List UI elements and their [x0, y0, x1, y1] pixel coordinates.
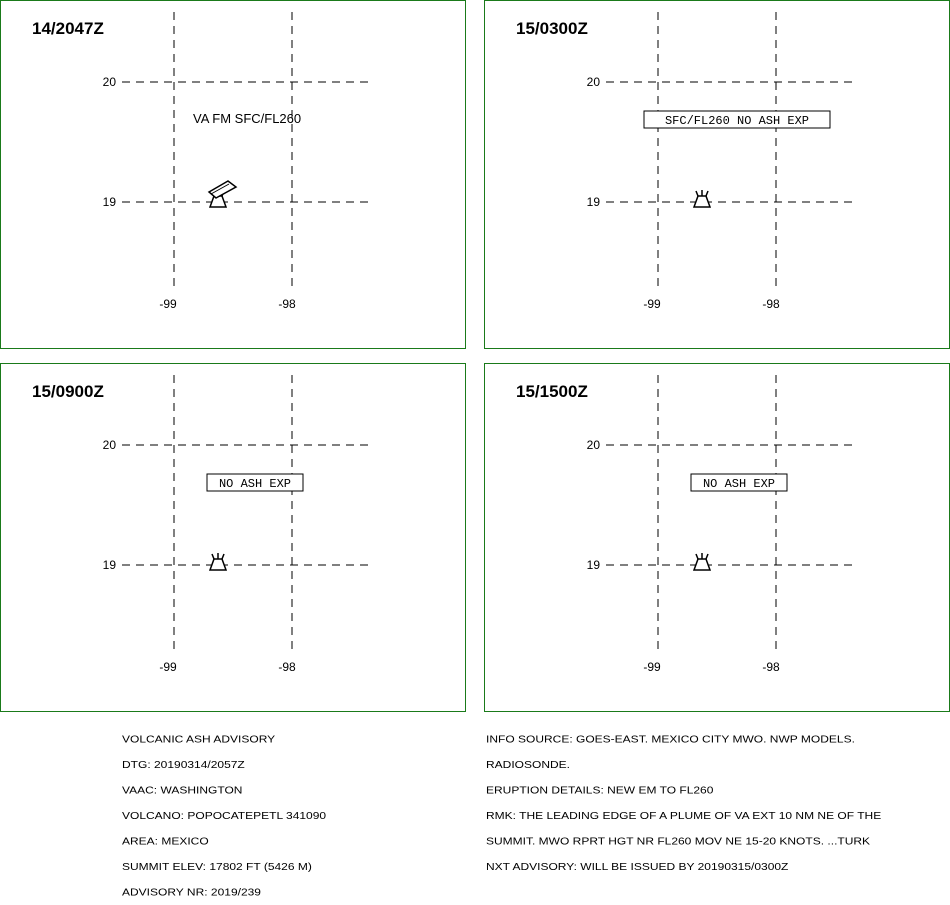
advisory-line: RMK: THE LEADING EDGE OF A PLUME OF VA EXT 10 NM NE OF THE: [486, 809, 882, 822]
advisory-line: ERUPTION DETAILS: NEW EM TO FL260: [486, 784, 714, 797]
longitude-label: -99: [643, 297, 661, 311]
advisory-line: INFO SOURCE: GOES-EAST. MEXICO CITY MWO. NWP MODELS.: [486, 733, 855, 746]
latitude-label: 20: [586, 438, 600, 452]
advisory-line: DTG: 20190314/2057Z: [122, 758, 245, 771]
panel-border: [485, 364, 950, 712]
latitude-label: 19: [586, 195, 600, 209]
panel-border: [1, 364, 466, 712]
volcano-cone: [210, 559, 226, 570]
forecast-panel: [0, 0, 466, 349]
latitude-label: 20: [102, 75, 116, 89]
annotation-text: VA FM SFC/FL260: [193, 111, 302, 126]
latitude-label: 19: [586, 558, 600, 572]
advisory-line: RADIOSONDE.: [486, 758, 571, 771]
panel-border: [485, 1, 950, 349]
annotation-text: SFC/FL260 NO ASH EXP: [664, 114, 810, 128]
advisory-line: ADVISORY NR: 2019/239: [122, 886, 261, 899]
advisory-line: NXT ADVISORY: WILL BE ISSUED BY 20190315/0300Z: [486, 860, 789, 873]
forecast-panel: [484, 0, 950, 349]
advisory-line: VOLCANO: POPOCATEPETL 341090: [122, 809, 327, 822]
volcano-cone: [694, 559, 710, 570]
volcano-icon: [210, 553, 226, 570]
forecast-time-label: 15/0300Z: [516, 19, 588, 38]
latitude-label: 20: [102, 438, 116, 452]
advisory-line: VAAC: WASHINGTON: [122, 784, 243, 797]
annotation-text: NO ASH EXP: [218, 477, 292, 491]
advisory-line: SUMMIT. MWO RPRT HGT NR FL260 MOV NE 15-20 KNOTS. ...TURK: [486, 835, 871, 848]
forecast-time-label: 15/1500Z: [516, 382, 588, 401]
longitude-label: -99: [643, 660, 661, 674]
forecast-time-label: 15/0900Z: [32, 382, 104, 401]
volcano-icon: [694, 190, 710, 207]
forecast-time-label: 14/2047Z: [32, 19, 104, 38]
advisory-line: AREA: MEXICO: [122, 835, 209, 848]
longitude-label: -98: [278, 297, 296, 311]
advisory-info-right: [486, 718, 881, 880]
latitude-label: 19: [102, 195, 116, 209]
map-panel-svg: [484, 0, 950, 349]
map-panel-svg: [0, 0, 466, 349]
longitude-label: -99: [159, 660, 177, 674]
latitude-label: 19: [102, 558, 116, 572]
longitude-label: -98: [278, 660, 296, 674]
volcano-plume-marks: [696, 553, 708, 559]
volcano-plume-marks: [212, 553, 224, 559]
longitude-label: -98: [762, 660, 780, 674]
map-panel-svg: [484, 363, 950, 712]
forecast-panel: [0, 363, 466, 712]
longitude-label: -98: [762, 297, 780, 311]
annotation-text: NO ASH EXP: [702, 477, 776, 491]
advisory-line: VOLCANIC ASH ADVISORY: [122, 733, 276, 746]
longitude-label: -99: [159, 297, 177, 311]
map-panel-svg: [0, 363, 466, 712]
volcano-icon: [694, 553, 710, 570]
advisory-line: SUMMIT ELEV: 17802 FT (5426 M): [122, 860, 312, 873]
panel-border: [1, 1, 466, 349]
volcano-plume-marks: [696, 190, 708, 196]
volcano-cone: [694, 196, 710, 207]
latitude-label: 20: [586, 75, 600, 89]
forecast-panel: [484, 363, 950, 712]
